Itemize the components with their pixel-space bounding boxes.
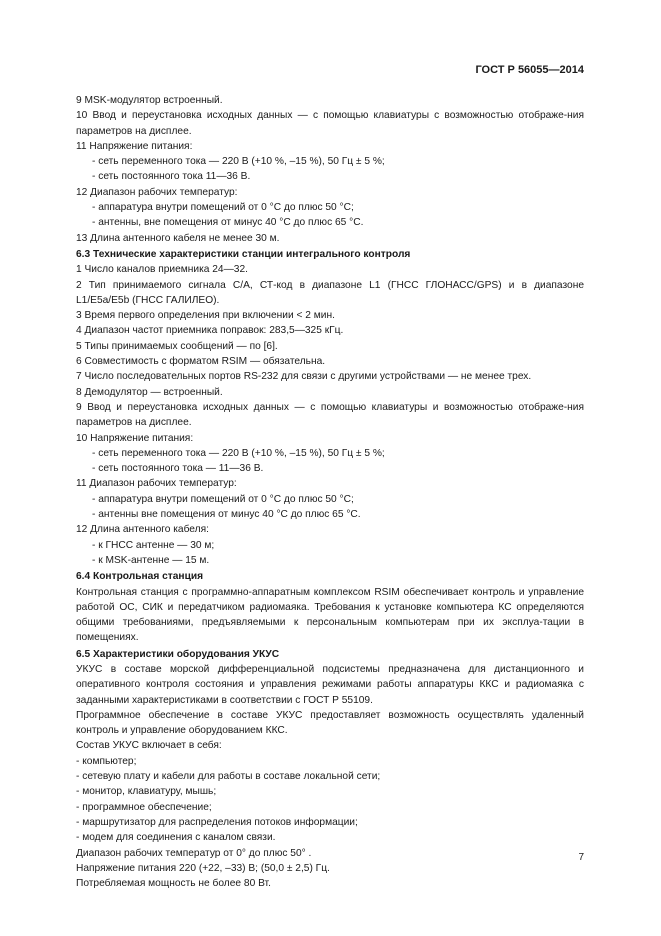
numbered-item: 7 Число последовательных портов RS-232 для связи с другими устройствами — не менее трех. [76, 371, 532, 383]
list-item: - монитор, клавиатуру, мышь; [76, 786, 217, 798]
numbered-item: Состав УКУС включает в себя: [76, 740, 222, 752]
numbered-item: 9 MSK-модулятор встроенный. [76, 95, 223, 106]
numbered-item: 10 Напряжение питания: [76, 432, 194, 444]
sub-item: - сеть переменного тока — 220 В (+10 %, –15 %), 50 Гц ± 5 %; [92, 156, 385, 168]
paragraph: Программное обеспечение в составе УКУС предоставляет возможность осуществлять удаленный контроль и управление оборудованием ККС. [76, 709, 584, 737]
section-heading: 6.4 Контрольная станция [76, 571, 204, 583]
numbered-item: Напряжение питания 220 (+22, –33) В; (50,0 ± 2,5) Гц. [76, 862, 330, 874]
list-item: - компьютер; [76, 755, 137, 767]
page-number: 7 [578, 852, 584, 863]
section-heading: 6.5 Характеристики оборудования УКУС [76, 648, 280, 660]
numbered-item: 12 Диапазон рабочих температур: [76, 186, 238, 198]
numbered-item: 11 Напряжение питания: [76, 140, 193, 152]
sub-item: - сеть постоянного тока 11—36 В. [92, 171, 251, 183]
numbered-item: 6 Совместимость с форматом RSIM — обязательна. [76, 356, 326, 368]
numbered-item: 5 Типы принимаемых сообщений — по [6]. [76, 340, 278, 352]
numbered-item: 8 Демодулятор — встроенный. [76, 386, 223, 398]
document-body [76, 93, 584, 891]
sub-item: - сеть постоянного тока — 11—36 В. [92, 463, 264, 475]
numbered-item: Диапазон рабочих температур от 0° до плюс 50° . [76, 847, 312, 859]
sub-item: - к ГНСС антенне — 30 м; [92, 539, 215, 551]
sub-item: - к MSK-антенне — 15 м. [92, 554, 210, 566]
numbered-item: 1 Число каналов приемника 24—32. [76, 264, 248, 276]
list-item: - сетевую плату и кабели для работы в составе локальной сети; [76, 771, 381, 783]
sub-item: - антенны вне помещения от минус 40 °С до плюс 65 °С. [92, 509, 361, 521]
paragraph: УКУС в составе морской дифференциальной подсистемы предназначена для дистанционного и оперативного контроля состояния и управления режимами работы аппаратуры ККС и радиомаяка с заданными характеристиками в соответствии с ГОСТ Р 55109. [76, 663, 584, 706]
numbered-item: 13 Длина антенного кабеля не менее 30 м. [76, 232, 280, 244]
list-item: - модем для соединения с каналом связи. [76, 832, 276, 844]
list-item: - маршрутизатор для распределения потоков информации; [76, 816, 358, 828]
numbered-item: 12 Длина антенного кабеля: [76, 524, 209, 536]
numbered-item: Потребляемая мощность не более 80 Вт. [76, 878, 271, 890]
sub-item: - аппаратура внутри помещений от 0 °С до плюс 50 °С; [92, 493, 354, 505]
list-item: - программное обеспечение; [76, 801, 212, 813]
sub-item: - сеть переменного тока — 220 В (+10 %, –15 %), 50 Гц ± 5 %; [92, 447, 385, 459]
numbered-item: 11 Диапазон рабочих температур: [76, 478, 237, 490]
paragraph: 10 Ввод и переустановка исходных данных — с помощью клавиатуры с возможностью отображе-ния параметров на дисплее. [76, 110, 584, 137]
sub-item: - антенны, вне помещения от минус 40 °С до плюс 65 °С. [92, 217, 364, 229]
section-heading: 6.3 Технические характеристики станции интегрального контроля [76, 248, 411, 260]
document-header: ГОСТ Р 56055—2014 [475, 64, 584, 76]
paragraph: 2 Тип принимаемого сигнала С/А, СТ-код в диапазоне L1 (ГНСС ГЛОНАСС/GPS) и в диапазоне L1/E5a/E5b (ГНСС ГАЛИЛЕО). [76, 279, 584, 306]
sub-item: - аппаратура внутри помещений от 0 °С до плюс 50 °С; [92, 202, 354, 214]
numbered-item: 3 Время первого определения при включении < 2 мин. [76, 310, 335, 322]
numbered-item: 4 Диапазон частот приемника поправок: 283,5—325 кГц. [76, 325, 344, 337]
paragraph: Контрольная станция с программно-аппаратным комплексом RSIM обеспечивает контроль и управление работой ОС, СИК и передатчиком радиомаяка. Требования к установке компьютера КС определяются общими требованиями, предъявляемыми к персональным компьютерам при их эксплуа-тации в помещениях. [76, 586, 584, 644]
paragraph: 9 Ввод и переустановка исходных данных — с помощью клавиатуры и возможностью отображе-ния параметров на дисплее. [76, 401, 584, 429]
